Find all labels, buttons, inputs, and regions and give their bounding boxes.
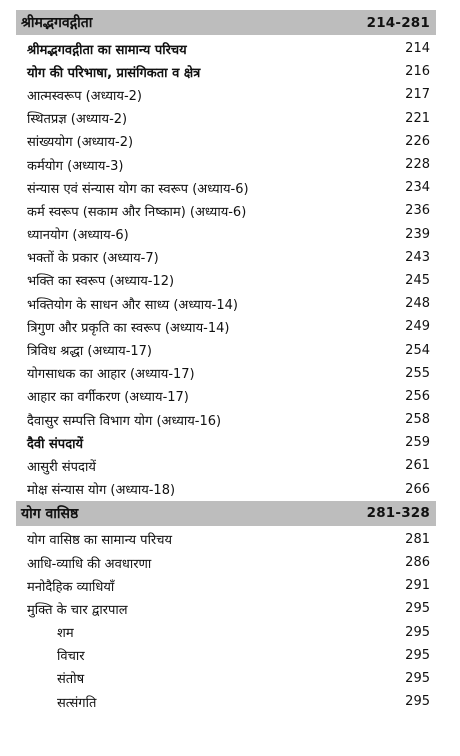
toc-entry [16,153,436,176]
entry-title: विचार [57,649,85,665]
entry-title: मनोदैहिक व्याधियाँ [27,579,115,595]
toc-entry [16,551,436,574]
entry-page: 236 [405,203,430,219]
entry-title: भक्तियोग के साधन और साध्य (अध्याय-14) [27,297,238,313]
entry-title: मुक्ति के चार द्वारपाल [27,602,128,618]
entry-page: 295 [405,694,430,710]
toc-entry [16,597,436,620]
toc-entry [16,478,436,501]
toc-entry [16,528,436,551]
entry-title: कर्मयोग (अध्याय-3) [27,158,124,174]
entry-title: आहार का वर्गीकरण (अध्याय-17) [27,390,189,406]
toc-entry [16,107,436,130]
entry-title: स्थितप्रज्ञ (अध्याय-2) [27,112,128,128]
entry-page: 239 [405,226,430,242]
toc-entry [16,269,436,292]
entry-title: दैवी संपदायें [27,436,84,452]
entry-title: आत्मस्वरूप (अध्याय-2) [27,88,142,104]
entry-page: 255 [405,365,430,381]
entry-title: भक्ति का स्वरूप (अध्याय-12) [27,274,175,290]
entry-page: 261 [405,458,430,474]
toc-entry [16,408,436,431]
toc-subentry [16,667,436,690]
entry-page: 259 [405,435,430,451]
section-title: योग वासिष्ठ [21,505,79,522]
entry-page: 281 [405,531,430,547]
entry-title: मोक्ष संन्यास योग (अध्याय-18) [27,483,176,499]
toc-entry [16,338,436,361]
toc-entry [16,130,436,153]
entry-title: आसुरी संपदायें [27,459,96,475]
entry-page: 258 [405,412,430,428]
entry-page: 221 [405,110,430,126]
entry-page: 295 [405,601,430,617]
section-page-range: 281-328 [366,505,430,522]
entry-title: त्रिविध श्रद्धा (अध्याय-17) [27,344,152,360]
entry-title: आधि-व्याधि की अवधारणा [27,556,152,572]
section-header [16,501,436,526]
toc-entry [16,454,436,477]
entry-page: 214 [405,41,430,57]
table-of-contents [16,10,436,713]
entry-page: 295 [405,647,430,663]
toc-entry [16,292,436,315]
entry-title: त्रिगुण और प्रकृति का स्वरूप (अध्याय-14) [27,320,230,336]
entry-page: 256 [405,388,430,404]
section-header [16,10,436,35]
entry-title: योग की परिभाषा, प्रासंगिकता व क्षेत्र [27,65,201,81]
toc-subentry [16,621,436,644]
entry-title: कर्म स्वरूप (सकाम और निष्काम) (अध्याय-6) [27,204,247,220]
entry-page: 295 [405,670,430,686]
entry-page: 291 [405,578,430,594]
section-page-range: 214-281 [366,14,430,31]
entry-title: श्रीमद्भगवद्गीता का सामान्य परिचय [27,42,187,58]
entry-title: सत्संगति [57,695,97,711]
entry-page: 216 [405,64,430,80]
toc-subentry [16,690,436,713]
entry-page: 226 [405,133,430,149]
entry-title: भक्तों के प्रकार (अध्याय-7) [27,251,159,267]
entry-page: 234 [405,180,430,196]
toc-entry [16,362,436,385]
section-title: श्रीमद्भगवद्गीता [21,15,93,31]
toc-entry [16,199,436,222]
toc-entry [16,60,436,83]
toc-entry [16,431,436,454]
toc-entry [16,37,436,60]
entry-title: योग वासिष्ठ का सामान्य परिचय [27,533,173,549]
entry-title: दैवासुर सम्पत्ति विभाग योग (अध्याय-16) [27,413,222,429]
toc-entry [16,246,436,269]
toc-entry [16,574,436,597]
entry-page: 217 [405,87,430,103]
toc-entry [16,385,436,408]
entry-page: 266 [405,481,430,497]
entry-page: 243 [405,249,430,265]
toc-subentry [16,644,436,667]
toc-entry [16,176,436,199]
entry-page: 254 [405,342,430,358]
entry-page: 245 [405,272,430,288]
entry-title: संन्यास एवं संन्यास योग का स्वरूप (अध्याय-6) [27,181,249,197]
entry-page: 295 [405,624,430,640]
entry-page: 228 [405,157,430,173]
entry-title: ध्यानयोग (अध्याय-6) [27,228,129,244]
toc-entry [16,315,436,338]
entry-title: सांख्ययोग (अध्याय-2) [27,135,134,151]
entry-title: संतोष [57,672,85,688]
entry-title: योगसाधक का आहार (अध्याय-17) [27,367,195,383]
entry-page: 249 [405,319,430,335]
toc-entry [16,223,436,246]
entry-title: शम [57,626,74,642]
entry-page: 286 [405,555,430,571]
toc-entry [16,83,436,106]
entry-page: 248 [405,296,430,312]
